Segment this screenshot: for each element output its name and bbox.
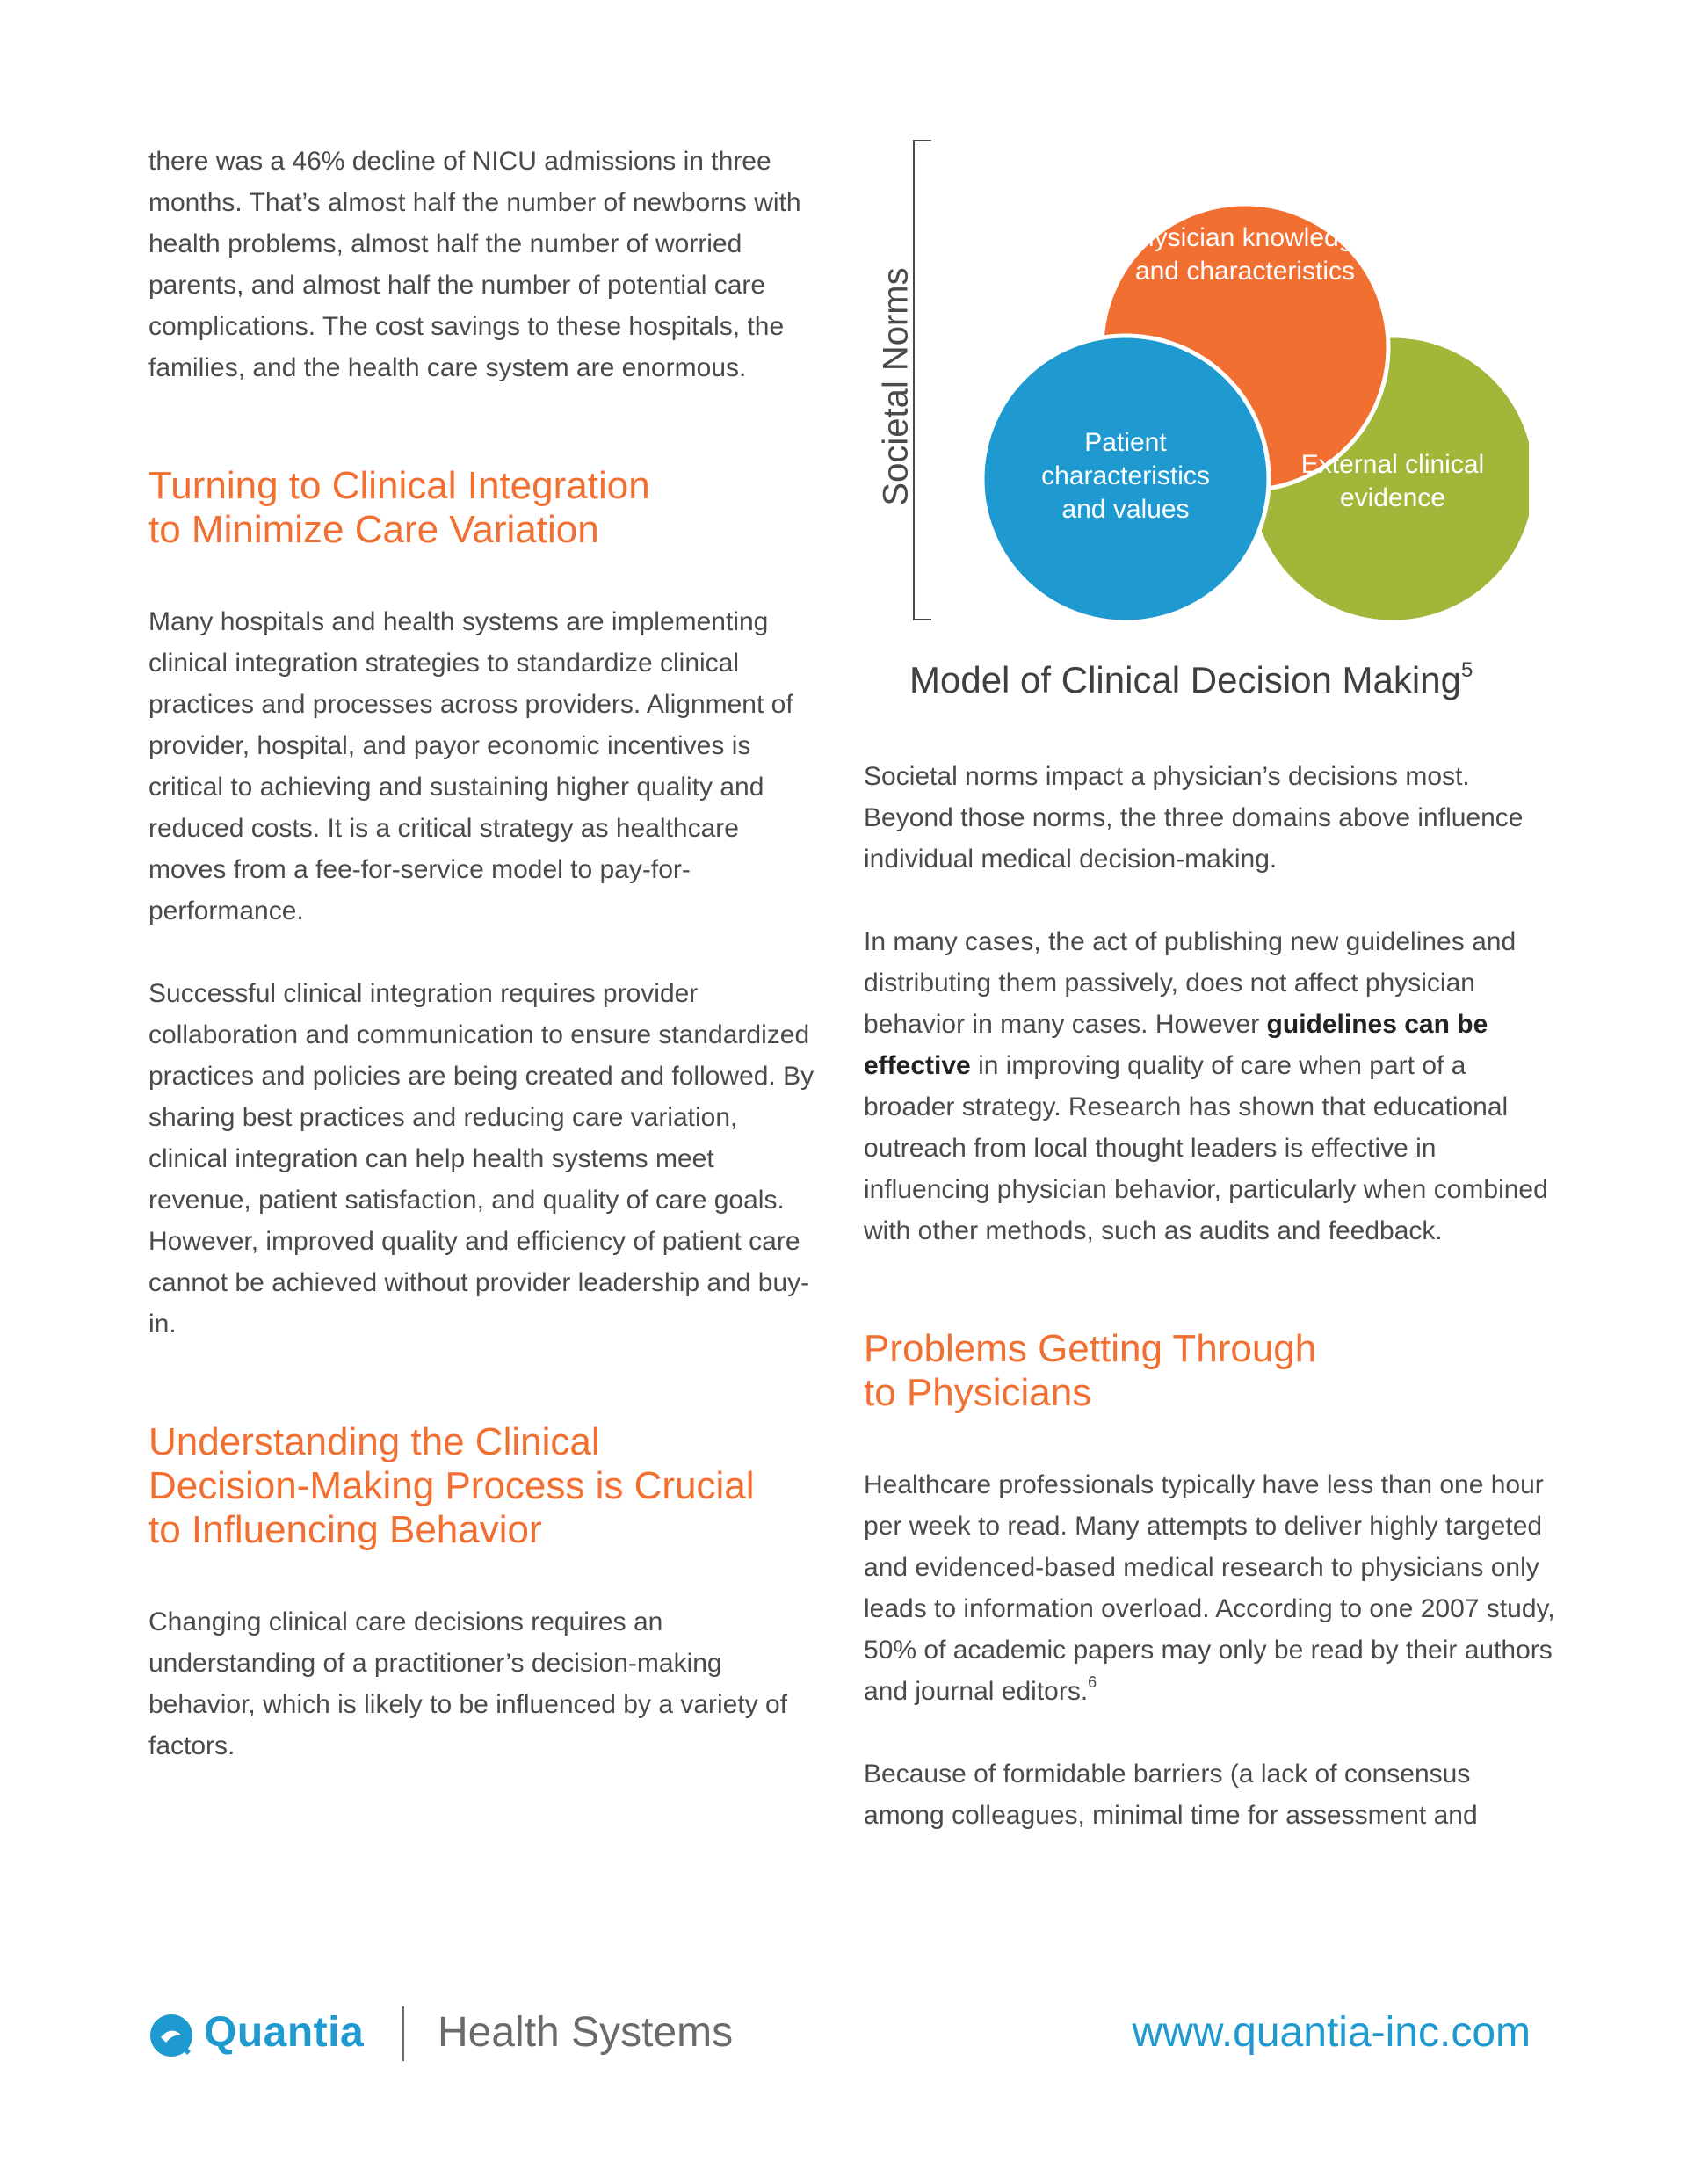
caption-text: Model of Clinical Decision Making <box>909 659 1461 700</box>
heading-clinical-integration <box>148 464 816 552</box>
physician-knowledge-label: Physician knowledge and characteristics <box>1121 223 1369 286</box>
external-evidence-label: External clinical evidence <box>1300 450 1485 512</box>
guidelines-text-before: In many cases, the act of publishing new guidelines and distributing them passively, does not affect physician behavior in many cases. However <box>864 927 1517 1039</box>
guidelines-emphasis: guidelines can be effective <box>864 1010 1488 1080</box>
paragraph-successful-integration: Successful clinical integration requires provider collaboration and communication to ensure standardized practices and policies are being created and followed. By sharing best practices and reducing care variation, clinical integration can help health systems meet revenue, patient satisfaction, and quality of care goals. However, improved quality and efficiency of patient care cannot be achieved without provider leadership and buy-in. <box>148 979 815 1339</box>
paragraph-guidelines <box>864 921 1558 1252</box>
paragraph-reading-time <box>864 1464 1558 1712</box>
quantia-logo-icon <box>148 2013 194 2058</box>
diagram-graphic <box>844 123 1529 721</box>
patient-characteristics-label: Patient characteristics and values <box>1041 428 1210 524</box>
heading-line: Decision-Making Process is Crucial <box>148 1464 755 1507</box>
heading-decision-making <box>148 1420 816 1552</box>
guidelines-text-after: in improving quality of care when part of a broader strategy. Research has shown that educational outreach from local thought leaders is effective in influencing physician behavior, particularly when combined with other methods, such as audits and feedback. <box>864 1051 1548 1245</box>
footer-divider <box>402 2006 404 2061</box>
heading-problems-physicians <box>864 1327 1558 1415</box>
heading-line: Turning to Clinical Integration <box>148 464 650 507</box>
reading-time-text: Healthcare professionals typically have less than one hour per week to read. Many attempts to deliver highly targeted and evidenced-based medical research to physicians only leads to information overload. According to one 2007 study, 50% of academic papers may only be read by their authors and journal editors. <box>864 1470 1555 1706</box>
caption-footnote: 5 <box>1460 658 1473 682</box>
societal-norms-label: Societal Norms <box>876 267 916 506</box>
paragraph-changing-decisions: Changing clinical care decisions requires an understanding of a practitioner’s decision-making behavior, which is likely to be influenced by a variety of factors. <box>148 1607 788 1760</box>
footnote-marker: 6 <box>1088 1673 1097 1691</box>
diagram-caption <box>909 659 1473 701</box>
paragraph-societal-norms: Societal norms impact a physician’s decisions most. Beyond those norms, the three domains above influence individual medical decision-making. <box>864 762 1524 874</box>
heading-line: to Minimize Care Variation <box>148 508 599 551</box>
website-link[interactable]: www.quantia-inc.com <box>1132 2009 1531 2056</box>
heading-line: to Influencing Behavior <box>148 1508 542 1551</box>
heading-line: to Physicians <box>864 1371 1092 1414</box>
right-column <box>864 756 1558 1836</box>
heading-line: Problems Getting Through <box>864 1327 1317 1370</box>
brand-name: Quantia <box>204 2009 365 2056</box>
left-column <box>148 141 816 1767</box>
paragraph-clinical-integration: Many hospitals and health systems are implementing clinical integration strategies to standardize clinical practices and processes across providers. Alignment of provider, hospital, and payor economic incentives is critical to achieving and sustaining higher quality and reduced costs. It is a critical strategy as healthcare moves from a fee-for-service model to pay-for-performance. <box>148 607 793 925</box>
clinical-decision-diagram <box>844 123 1529 721</box>
division-name: Health Systems <box>438 2009 734 2056</box>
heading-line: Understanding the Clinical <box>148 1420 600 1463</box>
paragraph-barriers: Because of formidable barriers (a lack of consensus among colleagues, minimal time for assessment and <box>864 1760 1478 1830</box>
societal-norms-bracket <box>914 141 931 620</box>
paragraph-nicu-decline: there was a 46% decline of NICU admissions in three months. That’s almost half the number of newborns with health problems, almost half the number of worried parents, and almost half the number of potential care complications. The cost savings to these hospitals, the families, and the health care system are enormous. <box>148 147 801 382</box>
